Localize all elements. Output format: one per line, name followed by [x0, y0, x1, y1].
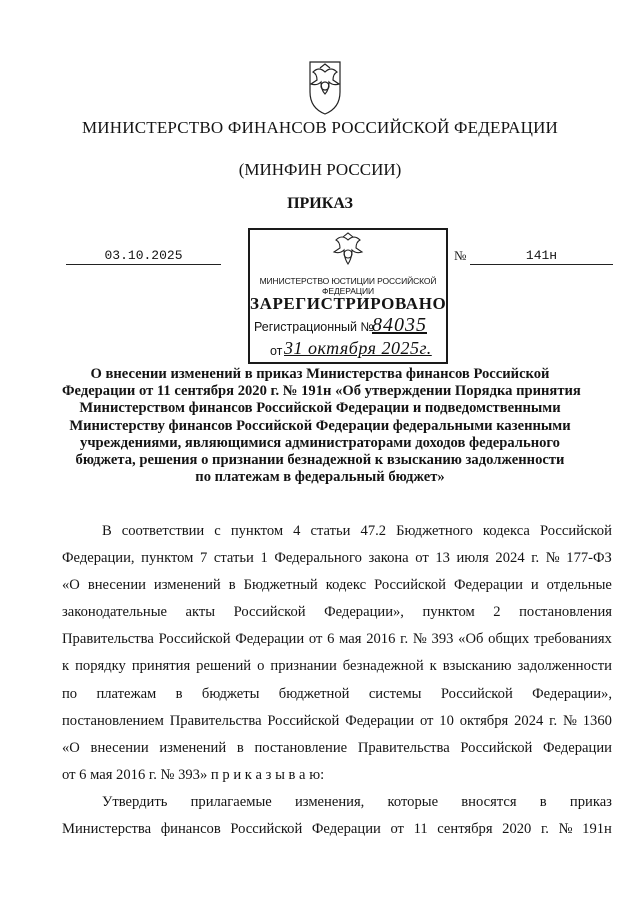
word: 6: [327, 631, 335, 648]
word: Федерации: [235, 631, 305, 648]
coat-of-arms-icon: [302, 58, 348, 116]
word: кодекс: [325, 577, 367, 594]
word: июля: [456, 550, 489, 567]
body-line: от 6 мая 2016 г. № 393» п р и к а з ы в а ю:: [62, 766, 325, 783]
word: приказ: [569, 793, 612, 810]
word: взысканию: [442, 658, 512, 675]
word: признании: [270, 658, 337, 675]
stamp-registered: ЗАРЕГИСТРИРОВАНО: [250, 294, 447, 313]
word: финансов: [160, 821, 221, 838]
word: Федерации: [345, 712, 415, 729]
word: Бюджетного: [396, 523, 473, 539]
word: 2024: [514, 712, 544, 729]
body-line: [62, 735, 612, 762]
word: изменения,: [294, 793, 365, 810]
word: с: [214, 523, 221, 539]
body-line: [62, 708, 612, 735]
subject-line: учреждениями, являющимися администраторами доходов федерального: [80, 434, 560, 451]
word: г.: [531, 550, 540, 567]
word: Российской: [158, 631, 231, 648]
word: постановлением: [62, 712, 164, 729]
word: отдельные: [546, 577, 612, 594]
word: о: [257, 658, 265, 675]
word: «Об: [458, 631, 484, 648]
body-line: [62, 626, 612, 653]
word: Правительства: [169, 712, 262, 729]
body-line: [62, 599, 612, 626]
word: решений: [196, 658, 252, 675]
stamp-from-date: 31 октября 2025г.: [284, 338, 432, 358]
body-line: [62, 789, 612, 816]
word: кодекса: [482, 523, 530, 539]
word: статьи: [310, 523, 351, 539]
word: 10: [439, 712, 454, 729]
word: от: [390, 821, 404, 838]
word: которые: [387, 793, 439, 810]
word: г.: [540, 821, 549, 838]
word: Министерства: [62, 821, 152, 838]
body-line: [62, 545, 612, 572]
subject-line: Федерации от 11 сентября 2020 г. № 191н «Об утверждении Порядка принятия: [62, 383, 581, 400]
word: статьи: [213, 550, 254, 567]
subject-line: Министерством финансов Российской Федерации и подведомственными: [79, 400, 561, 417]
word: безнадежной: [342, 658, 424, 675]
word: в: [236, 739, 244, 756]
word: к: [62, 658, 70, 675]
word: г.: [400, 631, 409, 648]
word: акты: [185, 604, 216, 621]
word: Российской: [460, 739, 533, 756]
subject-line: бюджета, решения о признании безнадежной к взысканию задолженности: [75, 452, 565, 469]
word: Российской: [539, 523, 612, 539]
word: законодательные: [62, 604, 167, 621]
word: 1: [260, 550, 268, 567]
word: Российской: [440, 685, 513, 702]
order-subject: [62, 366, 581, 486]
word: пунктом: [230, 523, 284, 539]
word: Бюджетный: [243, 577, 318, 594]
subject-line: по платежам в федеральный бюджет»: [195, 469, 445, 486]
word: 191н: [582, 821, 612, 838]
word: соответствии: [121, 523, 205, 539]
word: сентября: [437, 821, 493, 838]
word: в: [175, 685, 183, 702]
word: общих: [488, 631, 530, 648]
order-date: 03.10.2025: [66, 248, 221, 265]
word: пунктом: [141, 550, 194, 567]
word: 2016: [366, 631, 396, 648]
word: системы: [368, 685, 422, 702]
order-number: 141н: [470, 248, 613, 265]
word: постановления: [519, 604, 612, 621]
word: Федерации»,: [324, 604, 404, 621]
word: Правительства: [62, 631, 154, 648]
ministry-name: МИНИСТЕРСТВО ФИНАНСОВ РОССИЙСКОЙ ФЕДЕРАЦИИ: [81, 118, 559, 137]
word: в: [228, 577, 236, 594]
word: В: [102, 523, 112, 539]
word: внесении: [87, 577, 146, 594]
order-body: [62, 518, 612, 843]
word: в: [539, 793, 547, 810]
word: бюджетной: [278, 685, 350, 702]
word: октября: [459, 712, 509, 729]
word: и: [530, 577, 539, 594]
subject-line: О внесении изменений в приказ Министерства финансов Российской: [90, 366, 550, 382]
word: Федерации: [543, 739, 612, 756]
word: Федерального: [274, 550, 362, 567]
order-number-sign: №: [454, 248, 467, 263]
word: Федерации»,: [532, 685, 612, 702]
ministry-short-name: (МИНФИН РОССИИ): [238, 160, 402, 179]
word: Утвердить: [102, 793, 168, 810]
word: изменений: [153, 577, 221, 594]
body-line: [62, 653, 612, 680]
word: Российской: [230, 821, 303, 838]
word: 2: [493, 604, 501, 621]
word: внесении: [90, 739, 149, 756]
word: от: [419, 712, 434, 729]
stamp-coat-of-arms-icon: [329, 232, 367, 272]
word: №: [558, 821, 573, 838]
word: 7: [200, 550, 208, 567]
word: изменений: [159, 739, 227, 756]
word: задолженности: [517, 658, 612, 675]
word: «О: [62, 577, 80, 594]
word: №: [412, 631, 427, 648]
word: №: [562, 712, 577, 729]
word: Федерации,: [62, 550, 135, 567]
word: Федерации: [453, 577, 523, 594]
document-type: ПРИКАЗ: [287, 195, 353, 212]
word: 177-ФЗ: [566, 550, 612, 567]
word: закона: [368, 550, 409, 567]
word: Российской: [233, 604, 306, 621]
word: от: [415, 550, 429, 567]
word: требованиях: [533, 631, 612, 648]
word: к: [429, 658, 437, 675]
body-line: [62, 681, 612, 708]
word: Федерации: [311, 821, 381, 838]
body-line: [62, 518, 612, 545]
stamp-from-label: от: [270, 344, 283, 358]
word: 2020: [502, 821, 532, 838]
word: Российской: [374, 577, 446, 594]
word: вносятся: [461, 793, 517, 810]
word: 13: [435, 550, 450, 567]
word: 393: [431, 631, 454, 648]
body-line: [62, 816, 612, 843]
word: мая: [339, 631, 362, 648]
word: бюджеты: [201, 685, 260, 702]
word: по: [62, 685, 78, 702]
body-line: [62, 572, 612, 599]
word: 2024: [495, 550, 525, 567]
word: г.: [549, 712, 558, 729]
word: 11: [413, 821, 428, 838]
word: постановление: [254, 739, 348, 756]
word: 1360: [582, 712, 612, 729]
word: Правительства: [357, 739, 450, 756]
word: прилагаемые: [190, 793, 272, 810]
word: №: [545, 550, 560, 567]
word: Российской: [267, 712, 340, 729]
subject-line: Министерству финансов Российской Федерации федеральными казенными: [69, 417, 571, 434]
stamp-reg-number-label: Регистрационный №: [254, 320, 374, 334]
word: порядку: [75, 658, 126, 675]
word: 47.2: [360, 523, 387, 539]
word: пунктом: [422, 604, 475, 621]
word: «О: [62, 739, 80, 756]
word: 4: [293, 523, 301, 539]
stamp-ministry: МИНИСТЕРСТВО ЮСТИЦИИ РОССИЙСКОЙ ФЕДЕРАЦИИ: [259, 276, 437, 296]
stamp-reg-number: 84035: [372, 314, 427, 336]
word: платежам: [96, 685, 157, 702]
word: от: [308, 631, 323, 648]
word: принятия: [131, 658, 191, 675]
